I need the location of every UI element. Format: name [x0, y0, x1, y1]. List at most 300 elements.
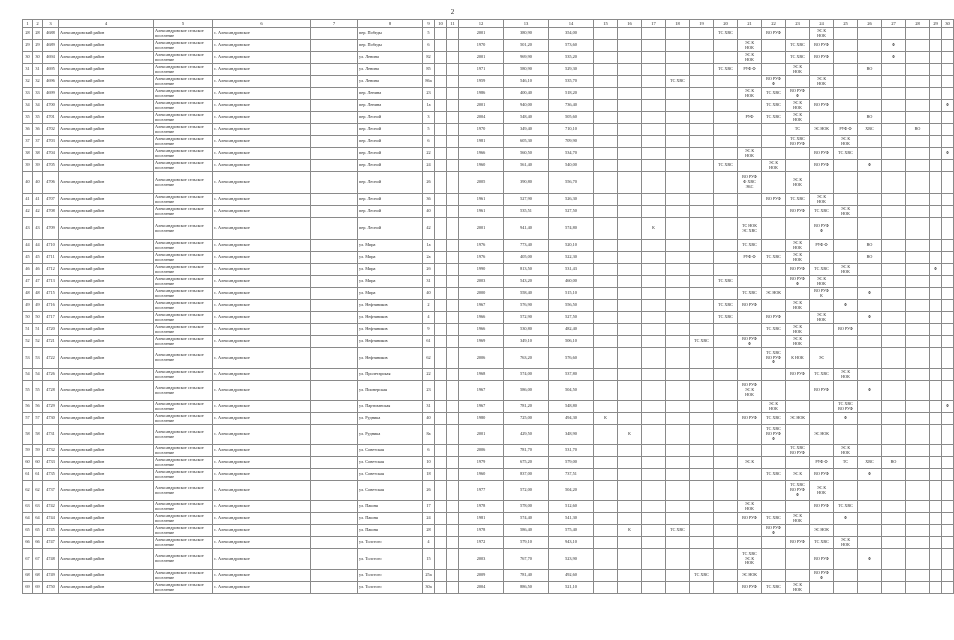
empty-cell: [714, 136, 738, 148]
empty-cell: [311, 64, 358, 76]
street: пер. Победы: [358, 40, 423, 52]
table-row: [23, 88, 954, 100]
row-number: 57: [23, 413, 33, 425]
empty-cell: [882, 445, 906, 457]
empty-cell: [311, 369, 358, 381]
row-number: 28: [23, 28, 33, 40]
empty-cell: [666, 40, 690, 52]
cell-col-26: ВО: [858, 112, 882, 124]
cell-col-21: ВО РУФ ЭС К НОК: [738, 381, 762, 401]
row-index: 38: [33, 148, 43, 160]
empty-cell: [930, 425, 942, 445]
locality: с. Александровское: [213, 28, 311, 40]
row-number: 45: [23, 252, 33, 264]
table-row: [23, 264, 954, 276]
empty-cell: [618, 288, 642, 300]
empty-cell: [738, 401, 762, 413]
total-area: 530,80: [504, 324, 549, 336]
year-built: 1978: [459, 525, 504, 537]
empty-cell: [447, 64, 459, 76]
empty-cell: [906, 300, 930, 312]
row-index: 44: [33, 240, 43, 252]
row-number: 32: [23, 76, 33, 88]
street: ул. Нефтяников: [358, 300, 423, 312]
empty-cell: [858, 88, 882, 100]
empty-cell: [447, 252, 459, 264]
table-row: [23, 218, 954, 240]
cell-col-16: К: [618, 525, 642, 537]
empty-cell: [858, 348, 882, 369]
empty-cell: [930, 64, 942, 76]
district: Александровский район: [59, 336, 154, 348]
cell-col-23: ВО РУФ: [786, 369, 810, 381]
empty-cell: [666, 312, 690, 324]
empty-cell: [447, 348, 459, 369]
empty-cell: [594, 240, 618, 252]
empty-cell: [906, 381, 930, 401]
empty-cell: [930, 513, 942, 525]
year-built: 1960: [459, 160, 504, 172]
empty-cell: [435, 240, 447, 252]
cell-col-22: ТС ХВС: [762, 252, 786, 264]
house-id: 4705: [43, 160, 59, 172]
cell-col-21: ЭС К НОК: [738, 501, 762, 513]
house-number: 2а: [423, 252, 435, 264]
cell-col-22: ВО РУФ: [762, 312, 786, 324]
empty-cell: [906, 276, 930, 288]
empty-cell: [762, 537, 786, 549]
house-number: 1а: [423, 100, 435, 112]
living-area: 531,43: [549, 264, 594, 276]
district: Александровский район: [59, 88, 154, 100]
cell-col-23: ЭС К НОК: [786, 100, 810, 112]
empty-cell: [786, 288, 810, 300]
table-row: [23, 112, 954, 124]
empty-cell: [942, 457, 954, 469]
settlement: Александровское сельское поселение: [154, 160, 213, 172]
house-number: 31: [423, 276, 435, 288]
street: ул. Нефтяников: [358, 312, 423, 324]
empty-cell: [642, 124, 666, 136]
empty-cell: [858, 537, 882, 549]
house-number: 85: [423, 64, 435, 76]
empty-cell: [906, 148, 930, 160]
empty-cell: [930, 88, 942, 100]
year-built: 1986: [459, 88, 504, 100]
settlement: Александровское сельское поселение: [154, 336, 213, 348]
empty-cell: [435, 252, 447, 264]
empty-cell: [447, 469, 459, 481]
year-built: 1976: [459, 240, 504, 252]
row-number: 51: [23, 324, 33, 336]
settlement: Александровское сельское поселение: [154, 206, 213, 218]
empty-cell: [714, 112, 738, 124]
empty-cell: [942, 28, 954, 40]
cell-col-20: ТС ХВС: [714, 160, 738, 172]
street: пер. Лесной: [358, 148, 423, 160]
house-id: 4732: [43, 445, 59, 457]
row-number: 64: [23, 513, 33, 525]
empty-cell: [642, 240, 666, 252]
empty-cell: [942, 570, 954, 582]
living-area: 526,30: [549, 194, 594, 206]
cell-col-22: ВО РУФ Ф: [762, 76, 786, 88]
empty-cell: [810, 413, 834, 425]
street: ул. Мира: [358, 252, 423, 264]
empty-cell: [642, 445, 666, 457]
empty-cell: [594, 381, 618, 401]
empty-cell: [942, 172, 954, 194]
table-row: [23, 276, 954, 288]
empty-cell: [942, 369, 954, 381]
empty-cell: [666, 513, 690, 525]
street: ул. Нефтяников: [358, 336, 423, 348]
house-id: 4726: [43, 369, 59, 381]
empty-cell: [435, 136, 447, 148]
row-index: 52: [33, 336, 43, 348]
cell-col-21: РУФ Ф: [738, 252, 762, 264]
empty-cell: [834, 288, 858, 300]
row-number: 43: [23, 218, 33, 240]
house-id: 4704: [43, 148, 59, 160]
living-area: 736,40: [549, 100, 594, 112]
street: ул. Советская: [358, 457, 423, 469]
empty-cell: [882, 252, 906, 264]
cell-col-26: Ф: [858, 469, 882, 481]
year-built: 2004: [459, 112, 504, 124]
empty-cell: [714, 413, 738, 425]
year-built: 1978: [459, 501, 504, 513]
empty-cell: [447, 570, 459, 582]
year-built: 1968: [459, 369, 504, 381]
empty-cell: [594, 160, 618, 172]
settlement: Александровское сельское поселение: [154, 513, 213, 525]
column-header: 3: [43, 20, 59, 28]
empty-cell: [762, 369, 786, 381]
empty-cell: [942, 112, 954, 124]
empty-cell: [447, 413, 459, 425]
column-header: 6: [213, 20, 311, 28]
empty-cell: [447, 28, 459, 40]
empty-cell: [642, 525, 666, 537]
settlement: Александровское сельское поселение: [154, 28, 213, 40]
house-id: 4730: [43, 413, 59, 425]
total-area: 400,40: [504, 88, 549, 100]
cell-col-22: ЭС НОК: [762, 288, 786, 300]
house-number: 6: [423, 40, 435, 52]
column-header: 12: [459, 20, 504, 28]
empty-cell: [942, 240, 954, 252]
empty-cell: [882, 194, 906, 206]
empty-cell: [930, 206, 942, 218]
empty-cell: [666, 457, 690, 469]
empty-cell: [738, 469, 762, 481]
cell-col-25: РУФ Ф: [834, 124, 858, 136]
empty-cell: [690, 88, 714, 100]
cell-col-22: ТС ХВС: [762, 100, 786, 112]
district: Александровский район: [59, 288, 154, 300]
empty-cell: [882, 148, 906, 160]
cell-col-23: ТС ХВС: [786, 40, 810, 52]
empty-cell: [762, 206, 786, 218]
column-header: 17: [642, 20, 666, 28]
settlement: Александровское сельское поселение: [154, 582, 213, 594]
empty-cell: [786, 570, 810, 582]
empty-cell: [642, 570, 666, 582]
empty-cell: [447, 88, 459, 100]
empty-cell: [858, 100, 882, 112]
empty-cell: [834, 40, 858, 52]
living-area: 574,80: [549, 218, 594, 240]
column-header: 25: [834, 20, 858, 28]
empty-cell: [942, 194, 954, 206]
house-id: 4696: [43, 76, 59, 88]
total-area: 574,40: [504, 513, 549, 525]
empty-cell: [858, 582, 882, 594]
row-index: 54: [33, 369, 43, 381]
cell-col-20: ТС ХВС: [714, 64, 738, 76]
empty-cell: [714, 445, 738, 457]
empty-cell: [594, 76, 618, 88]
empty-cell: [882, 64, 906, 76]
year-built: 2009: [459, 570, 504, 582]
total-area: 560,50: [504, 148, 549, 160]
year-built: 1970: [459, 40, 504, 52]
house-id: 4708: [43, 206, 59, 218]
cell-col-24: ЭС К НОК: [810, 76, 834, 88]
total-area: 535,51: [504, 206, 549, 218]
row-index: 55: [33, 381, 43, 401]
empty-cell: [594, 336, 618, 348]
empty-cell: [618, 369, 642, 381]
empty-cell: [311, 40, 358, 52]
empty-cell: [738, 312, 762, 324]
empty-cell: [834, 469, 858, 481]
empty-cell: [882, 124, 906, 136]
row-index: 68: [33, 570, 43, 582]
empty-cell: [447, 445, 459, 457]
row-number: 56: [23, 401, 33, 413]
empty-cell: [666, 276, 690, 288]
row-number: 44: [23, 240, 33, 252]
district: Александровский район: [59, 469, 154, 481]
district: Александровский район: [59, 64, 154, 76]
settlement: Александровское сельское поселение: [154, 276, 213, 288]
empty-cell: [714, 218, 738, 240]
cell-col-23: ЭС К НОК: [786, 112, 810, 124]
empty-cell: [714, 513, 738, 525]
house-number: 9: [423, 324, 435, 336]
cell-col-23: ЭС К: [786, 469, 810, 481]
street: ул. Толстого: [358, 570, 423, 582]
empty-cell: [690, 481, 714, 501]
total-area: 501,20: [504, 40, 549, 52]
street: ул. Нефтяников: [358, 348, 423, 369]
empty-cell: [882, 312, 906, 324]
empty-cell: [738, 194, 762, 206]
empty-cell: [858, 513, 882, 525]
empty-cell: [642, 457, 666, 469]
empty-cell: [447, 194, 459, 206]
empty-cell: [942, 124, 954, 136]
empty-cell: [618, 469, 642, 481]
empty-cell: [906, 64, 930, 76]
empty-cell: [882, 413, 906, 425]
cell-col-24: ВО РУФ Ф: [810, 218, 834, 240]
column-header: 15: [594, 20, 618, 28]
empty-cell: [447, 336, 459, 348]
empty-cell: [435, 425, 447, 445]
empty-cell: [642, 28, 666, 40]
year-built: 1967: [459, 401, 504, 413]
empty-cell: [930, 336, 942, 348]
house-number: 2: [423, 300, 435, 312]
empty-cell: [930, 100, 942, 112]
column-header: 29: [930, 20, 942, 28]
empty-cell: [714, 336, 738, 348]
empty-cell: [666, 172, 690, 194]
cell-col-21: ВО РУФ: [738, 582, 762, 594]
empty-cell: [618, 194, 642, 206]
total-area: 579,10: [504, 537, 549, 549]
empty-cell: [642, 401, 666, 413]
street: пер. Лесной: [358, 218, 423, 240]
cell-col-21: ВО РУФ Ф ХВС ЭБС: [738, 172, 762, 194]
empty-cell: [762, 276, 786, 288]
house-id: 4729: [43, 401, 59, 413]
year-built: 1977: [459, 481, 504, 501]
empty-cell: [447, 300, 459, 312]
house-id: 4709: [43, 218, 59, 240]
empty-cell: [714, 425, 738, 445]
empty-cell: [714, 264, 738, 276]
living-area: 504,50: [549, 381, 594, 401]
house-id: 4694: [43, 52, 59, 64]
locality: с. Александровское: [213, 457, 311, 469]
house-number: 3: [423, 112, 435, 124]
empty-cell: [762, 570, 786, 582]
empty-cell: [834, 28, 858, 40]
total-area: 576,90: [504, 300, 549, 312]
living-area: 512,60: [549, 501, 594, 513]
row-index: 50: [33, 312, 43, 324]
house-number: 18: [423, 469, 435, 481]
register-table: [22, 19, 954, 594]
cell-col-21: РУФ: [738, 112, 762, 124]
empty-cell: [594, 469, 618, 481]
cell-col-23: ТС ХВС ВО РУФ Ф: [786, 481, 810, 501]
empty-cell: [762, 445, 786, 457]
year-built: 1976: [459, 252, 504, 264]
house-number: 40: [423, 206, 435, 218]
total-area: 886,50: [504, 582, 549, 594]
living-area: 523,90: [549, 549, 594, 570]
empty-cell: [882, 240, 906, 252]
empty-cell: [642, 336, 666, 348]
empty-cell: [762, 481, 786, 501]
living-area: 505,60: [549, 112, 594, 124]
settlement: Александровское сельское поселение: [154, 549, 213, 570]
empty-cell: [762, 136, 786, 148]
cell-col-20: ТС ХВС: [714, 300, 738, 312]
total-area: 405,00: [504, 252, 549, 264]
empty-cell: [714, 100, 738, 112]
total-area: 675,20: [504, 457, 549, 469]
locality: с. Александровское: [213, 194, 311, 206]
locality: с. Александровское: [213, 501, 311, 513]
district: Александровский район: [59, 348, 154, 369]
cell-col-27: ВО: [882, 457, 906, 469]
column-header: 16: [618, 20, 642, 28]
cell-col-26: Ф: [858, 160, 882, 172]
empty-cell: [810, 64, 834, 76]
empty-cell: [882, 336, 906, 348]
street: ул. Советская: [358, 469, 423, 481]
row-number: 41: [23, 194, 33, 206]
year-built: 1981: [459, 136, 504, 148]
column-header: 2: [33, 20, 43, 28]
table-row: [23, 206, 954, 218]
locality: с. Александровское: [213, 160, 311, 172]
empty-cell: [594, 457, 618, 469]
settlement: Александровское сельское поселение: [154, 425, 213, 445]
cell-col-23: К НОК: [786, 348, 810, 369]
empty-cell: [666, 288, 690, 300]
empty-cell: [762, 172, 786, 194]
house-id: 4700: [43, 100, 59, 112]
empty-cell: [311, 88, 358, 100]
row-number: 33: [23, 88, 33, 100]
empty-cell: [882, 172, 906, 194]
empty-cell: [666, 206, 690, 218]
table-row: [23, 300, 954, 312]
street: ул. Ленина: [358, 64, 423, 76]
street: ул. Мира: [358, 288, 423, 300]
cell-col-24: ВО РУФ К: [810, 288, 834, 300]
settlement: Александровское сельское поселение: [154, 52, 213, 64]
year-built: 1967: [459, 300, 504, 312]
empty-cell: [906, 457, 930, 469]
empty-cell: [738, 160, 762, 172]
district: Александровский район: [59, 76, 154, 88]
empty-cell: [311, 172, 358, 194]
row-index: 43: [33, 218, 43, 240]
cell-col-24: ВО РУФ: [810, 148, 834, 160]
empty-cell: [906, 445, 930, 457]
year-built: 2003: [459, 276, 504, 288]
empty-cell: [447, 381, 459, 401]
empty-cell: [786, 76, 810, 88]
empty-cell: [311, 582, 358, 594]
empty-cell: [906, 264, 930, 276]
empty-cell: [762, 240, 786, 252]
cell-col-24: ВО РУФ: [810, 100, 834, 112]
empty-cell: [690, 381, 714, 401]
empty-cell: [642, 549, 666, 570]
table-row: [23, 445, 954, 457]
column-header: 21: [738, 20, 762, 28]
empty-cell: [930, 324, 942, 336]
empty-cell: [714, 172, 738, 194]
empty-cell: [834, 52, 858, 64]
locality: с. Александровское: [213, 425, 311, 445]
empty-cell: [311, 112, 358, 124]
empty-cell: [447, 52, 459, 64]
locality: с. Александровское: [213, 469, 311, 481]
empty-cell: [786, 312, 810, 324]
living-area: 521,10: [549, 582, 594, 594]
cell-col-23: ТС: [786, 124, 810, 136]
